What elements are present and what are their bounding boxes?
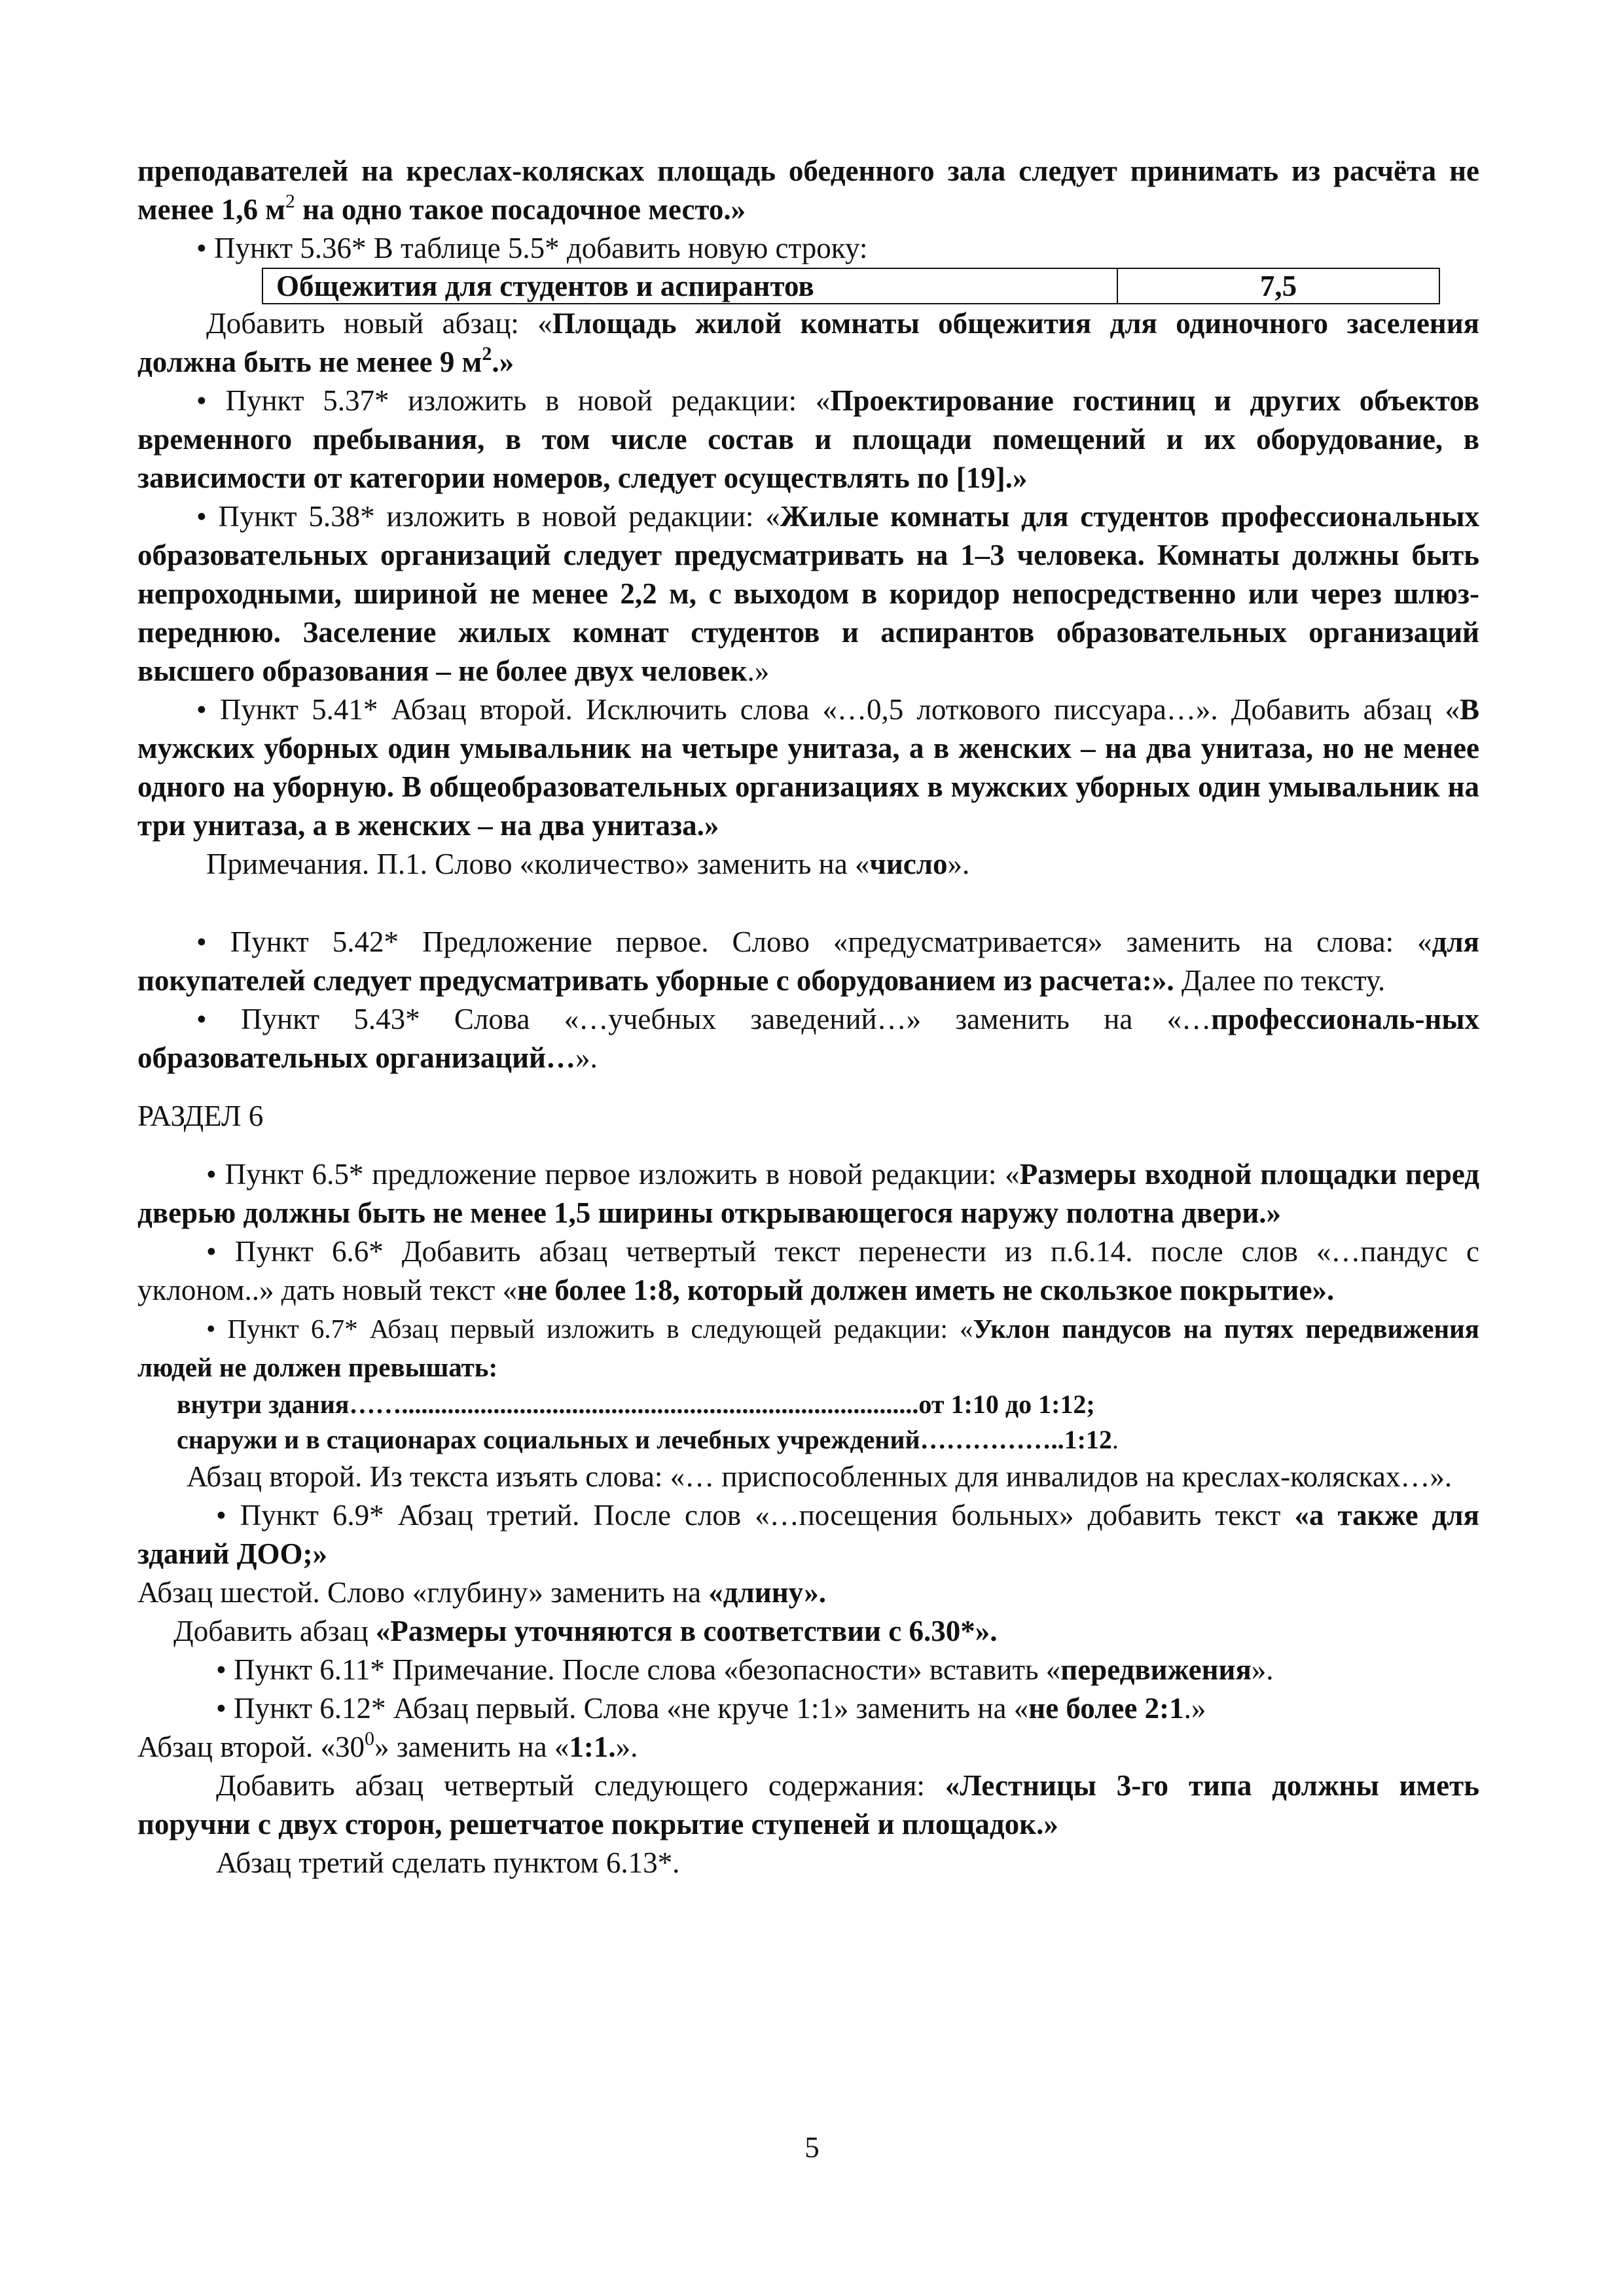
paragraph-third-to-6-13: Абзац третий сделать пунктом 6.13*. xyxy=(216,1846,680,1879)
text: • Пункт 6.7* Абзац первый изложить в следующей редакции: « xyxy=(206,1314,973,1344)
text-bold: Уклон пандусов на путях передвижения людей не должен превышать: xyxy=(137,1314,1479,1382)
item-6-5 xyxy=(137,1155,1479,1232)
paragraph-remove-words: Абзац второй. Из текста изъять слова: «… приспособленных для инвалидов на креслах-колясках…». xyxy=(187,1460,1453,1493)
text: .» xyxy=(747,655,770,687)
text-bold: не более 1:8, который должен иметь не скользкое покрытие». xyxy=(517,1274,1335,1306)
superscript: 0 xyxy=(364,1728,374,1749)
text: Далее по тексту. xyxy=(1174,964,1386,997)
text: Примечания. П.1. Слово «количество» заменить на « xyxy=(206,848,870,880)
text-bold: «Лестницы 3-го типа должны иметь поручни с двух сторон, решетчатое покрытие ступеней и площадок.» xyxy=(137,1769,1480,1840)
text: Добавить абзац четвертый следующего содержания: xyxy=(216,1769,945,1802)
item-5-37 xyxy=(137,382,1479,497)
paragraph-dining-hall xyxy=(137,152,1479,229)
text: Абзац шестой. Слово «глубину» заменить на xyxy=(137,1576,709,1609)
text: ». xyxy=(615,1731,638,1763)
text: • Пункт 6.12* Абзац первый. Слова «не круче 1:1» заменить на « xyxy=(216,1692,1029,1725)
paragraph-stairs-type-3 xyxy=(137,1767,1479,1844)
text: . xyxy=(1111,1425,1119,1454)
text: Добавить новый абзац: « xyxy=(206,307,552,340)
item-6-11 xyxy=(137,1651,1479,1689)
text: Абзац второй. «30 xyxy=(137,1731,365,1763)
text-bold: внутри здания……...............................................................................от 1:10 до 1:12; xyxy=(177,1390,1095,1419)
text: Добавить абзац xyxy=(173,1615,376,1647)
table-5-5-row xyxy=(262,268,1440,304)
item-5-41 xyxy=(137,691,1479,845)
text-bold: на одно такое посадочное место.» xyxy=(295,193,746,226)
text: • Пункт 6.6* Добавить абзац четвертый текст перенести из п.6.14. после слов «…пандус с уклоном..» дать новый текст « xyxy=(137,1235,1479,1306)
slope-inside xyxy=(137,1387,1479,1422)
item-6-9 xyxy=(137,1496,1479,1573)
paragraph-add-sizes xyxy=(137,1612,1479,1651)
paragraph-notes xyxy=(137,845,1479,884)
item-5-38 xyxy=(137,497,1479,691)
text: • Пункт 6.11* Примечание. После слова «безопасности» вставить « xyxy=(216,1653,1061,1686)
text: • Пункт 5.38* изложить в новой редакции: « xyxy=(196,500,780,533)
text: • Пункт 5.42* Предложение первое. Слово «предусматривается» заменить на слова: « xyxy=(196,925,1432,958)
text-bold: профессиональ-ных образовательных организаций… xyxy=(137,1003,1479,1074)
text-bold: преподавателей на креслах-колясках площадь обеденного зала следует принимать из расчёта не менее 1,6 м xyxy=(137,154,1479,226)
table-row xyxy=(262,268,1439,304)
text: » заменить на « xyxy=(374,1731,569,1763)
item-5-36: • Пункт 5.36* В таблице 5.5* добавить новую строку: xyxy=(196,232,868,264)
table-cell-name: Общежития для студентов и аспирантов xyxy=(262,268,1117,304)
superscript: 2 xyxy=(285,190,295,212)
text-bold: Проектирование гостиниц и других объектов временного пребывания, в том числе состав и площади помещений и их оборудование, в зависимости от категории номеров, следует осуществлять по [19].» xyxy=(137,384,1479,494)
superscript: 2 xyxy=(482,343,492,365)
text: • Пункт 5.43* Слова «…учебных заведений…» заменить на «… xyxy=(196,1003,1212,1035)
text-bold: «длину». xyxy=(708,1576,827,1609)
table-cell-value: 7,5 xyxy=(1117,268,1439,304)
text-bold: «Размеры уточняются в соответствии с 6.30*». xyxy=(375,1615,998,1647)
text-bold: передвижения xyxy=(1060,1653,1252,1686)
paragraph-sixth xyxy=(137,1573,1479,1612)
text-bold: .» xyxy=(492,346,514,378)
item-5-42 xyxy=(137,923,1479,1000)
text-bold: Размеры входной площадки перед дверью должны быть не менее 1,5 ширины открывающегося наружу полотна двери.» xyxy=(137,1158,1479,1229)
text: .» xyxy=(1183,1692,1206,1725)
section-heading: РАЗДЕЛ 6 xyxy=(137,1100,264,1132)
spacer xyxy=(137,884,1479,923)
item-6-6 xyxy=(137,1232,1479,1310)
text-bold: «а также для зданий ДОО;» xyxy=(137,1499,1479,1570)
text: • Пункт 6.9* Абзац третий. После слов «…посещения больных» добавить текст xyxy=(216,1499,1295,1532)
text-bold: для покупателей следует предусматривать уборные с оборудованием из расчета:». xyxy=(137,925,1479,997)
text: • Пункт 5.41* Абзац второй. Исключить слова «…0,5 лоткового писсуара…». Добавить абзац « xyxy=(196,693,1460,726)
paragraph-second-angle xyxy=(137,1728,1479,1767)
item-6-7 xyxy=(137,1310,1479,1387)
spacer xyxy=(137,1136,1479,1155)
item-5-43 xyxy=(137,1000,1479,1077)
text: ». xyxy=(1251,1653,1274,1686)
text-bold: снаружи и в стационарах социальных и лечебных учреждений……………..1:12 xyxy=(177,1425,1112,1454)
document-page xyxy=(137,152,1479,1882)
page-number: 5 xyxy=(804,2131,820,2164)
text: • Пункт 5.37* изложить в новой редакции: « xyxy=(196,384,831,417)
slope-outside xyxy=(137,1422,1479,1458)
text-bold: Жилые комнаты для студентов профессиональных образовательных организаций следует предусматривать на 1–3 человека. Комнаты должны быть непроходными, шириной не менее 2,2 м, с выходом в коридор непосредственно или через шлюз-переднюю. Заселение жилых комнат студентов и аспирантов образовательных организаций высшего образования – не более двух человек xyxy=(137,500,1480,687)
text: • Пункт 6.5* предложение первое изложить в новой редакции: « xyxy=(206,1158,1020,1191)
text-bold: число xyxy=(869,848,948,880)
text-bold: В мужских уборных один умывальник на четыре унитаза, а в женских – на два унитаза, но не менее одного на уборную. В общеобразовательных организациях в мужских уборных один умывальник на три унитаза, а в женских – на два унитаза.» xyxy=(137,693,1479,842)
spacer xyxy=(137,1077,1479,1097)
text: ». xyxy=(947,848,970,880)
text-bold: 1:1. xyxy=(569,1731,616,1763)
item-6-12 xyxy=(137,1689,1479,1728)
text-bold: не более 2:1 xyxy=(1028,1692,1184,1725)
text-bold: Площадь жилой комнаты общежития для одиночного заселения должна быть не менее 9 м xyxy=(137,307,1479,378)
paragraph-room-area xyxy=(137,304,1479,382)
text: ». xyxy=(575,1041,598,1074)
